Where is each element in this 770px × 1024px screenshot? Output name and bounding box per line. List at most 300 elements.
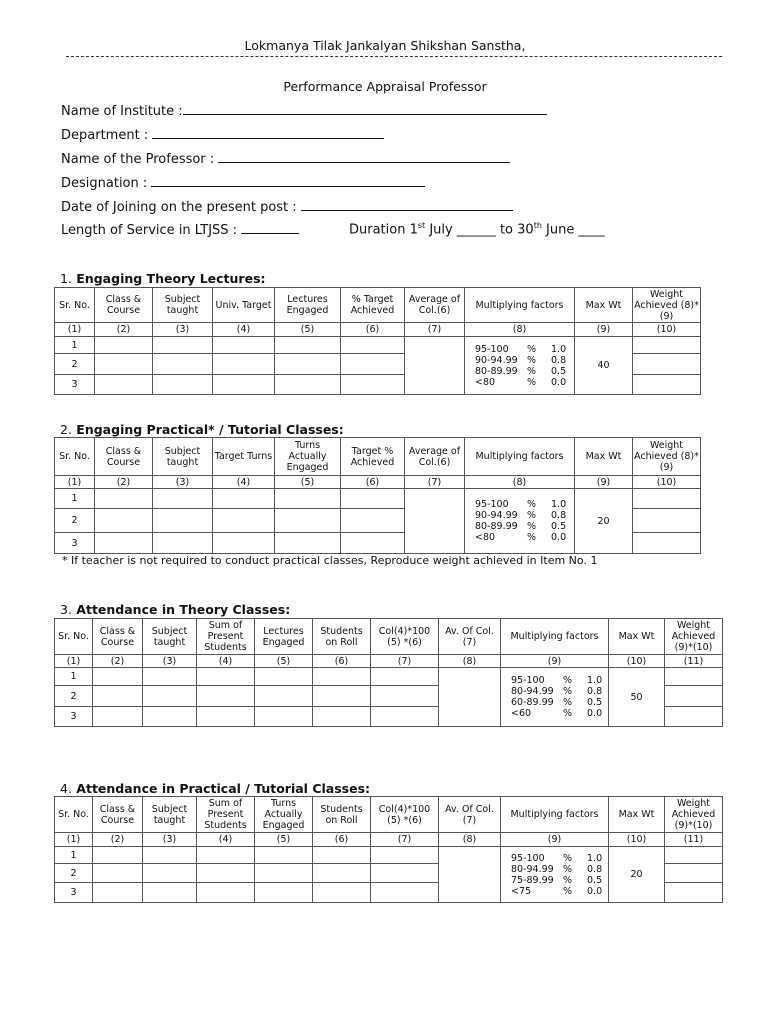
- column-number: (8): [439, 655, 501, 668]
- designation-label: Designation :: [61, 176, 148, 191]
- column-number: (3): [153, 323, 213, 337]
- factor-percent: %: [527, 354, 537, 366]
- max-weight: 40: [575, 337, 633, 395]
- section-title: [60, 422, 344, 437]
- doj-input-line[interactable]: [301, 198, 513, 211]
- column-number: (11): [665, 655, 723, 668]
- factor-value: 0.8: [587, 863, 603, 875]
- organization-name: Lokmanya Tilak Jankalyan Shikshan Sanstha,: [244, 38, 526, 53]
- input-cell[interactable]: [93, 847, 143, 864]
- row-number: 2: [55, 354, 95, 375]
- section-number: 4.: [60, 781, 72, 796]
- input-cell[interactable]: [341, 337, 405, 354]
- column-header: Multiplying factors: [501, 619, 609, 655]
- factor-percent: %: [527, 532, 537, 543]
- column-number: (6): [313, 655, 371, 668]
- input-cell[interactable]: [313, 864, 371, 883]
- column-number: (1): [55, 655, 93, 668]
- input-cell[interactable]: [153, 354, 213, 375]
- column-header: Class & Course: [95, 288, 153, 323]
- column-number: (10): [609, 833, 665, 847]
- input-cell[interactable]: [255, 668, 313, 686]
- factor-range: 95-100: [511, 675, 545, 686]
- input-cell[interactable]: [275, 509, 341, 533]
- department-field: [61, 126, 384, 143]
- column-header: Students on Roll: [313, 619, 371, 655]
- input-cell[interactable]: [95, 489, 153, 509]
- average-cell[interactable]: [405, 337, 465, 395]
- column-number-row: [55, 655, 723, 668]
- factor-range: 75-89.99: [511, 874, 554, 886]
- column-number: (3): [143, 833, 197, 847]
- factor-value: 0.8: [551, 354, 567, 366]
- average-cell[interactable]: [439, 847, 501, 903]
- factor-percent: %: [563, 675, 573, 686]
- input-cell[interactable]: [275, 533, 341, 554]
- factor-range: 80-94.99: [511, 686, 554, 697]
- header-row: [55, 619, 723, 655]
- column-header: Turns Actually Engaged: [275, 438, 341, 476]
- column-header: Class & Course: [93, 797, 143, 833]
- max-weight: 50: [609, 668, 665, 727]
- factor-range: <60: [511, 708, 532, 719]
- factor-percent: %: [527, 365, 537, 377]
- factor-value: 1.0: [551, 499, 567, 510]
- section-title: [60, 781, 370, 796]
- factor-row: [475, 377, 573, 388]
- column-header: Students on Roll: [313, 797, 371, 833]
- input-cell[interactable]: [313, 847, 371, 864]
- input-cell[interactable]: [371, 707, 439, 727]
- duration-field: [349, 221, 605, 237]
- factor-row: [511, 686, 607, 697]
- professor-label: Name of the Professor :: [61, 152, 215, 167]
- factor-value: 0.5: [587, 697, 603, 708]
- factor-range: 95-100: [475, 499, 509, 510]
- dashed-divider: [66, 56, 722, 57]
- column-header: Max Wt: [575, 438, 633, 476]
- input-cell[interactable]: [633, 354, 701, 375]
- column-number: (5): [275, 476, 341, 489]
- column-header: Univ. Target: [213, 288, 275, 323]
- institute-field: [61, 102, 547, 119]
- duration-text-a: Duration 1: [349, 222, 418, 238]
- section-table: [54, 437, 701, 554]
- input-cell[interactable]: [275, 375, 341, 395]
- factor-percent: %: [563, 852, 573, 864]
- input-cell[interactable]: [313, 707, 371, 727]
- column-number: (8): [465, 476, 575, 489]
- header-row: [55, 438, 701, 476]
- input-cell[interactable]: [275, 354, 341, 375]
- column-header: Av. Of Col. (7): [439, 797, 501, 833]
- column-header: Sum of Present Students: [197, 797, 255, 833]
- input-cell[interactable]: [213, 337, 275, 354]
- duration-text-b: July ______ to 30: [425, 222, 534, 238]
- row-number: 2: [55, 509, 95, 533]
- column-header: Sr. No.: [55, 288, 95, 323]
- input-cell[interactable]: [213, 509, 275, 533]
- factor-value: 1.0: [587, 675, 603, 686]
- column-number: (8): [465, 323, 575, 337]
- row-number: 3: [55, 375, 95, 395]
- factor-percent: %: [563, 885, 573, 897]
- row-number: 2: [55, 686, 93, 707]
- column-number: (6): [313, 833, 371, 847]
- factor-percent: %: [563, 686, 573, 697]
- input-cell[interactable]: [143, 707, 197, 727]
- multiplying-factors: [465, 337, 575, 395]
- average-cell[interactable]: [439, 668, 501, 727]
- input-cell[interactable]: [143, 883, 197, 903]
- input-cell[interactable]: [371, 883, 439, 903]
- doj-label: Date of Joining on the present post :: [61, 200, 297, 215]
- column-number: (2): [95, 476, 153, 489]
- input-cell[interactable]: [197, 686, 255, 707]
- column-number: (7): [371, 833, 439, 847]
- duration-sup-st: st: [417, 221, 426, 230]
- column-number: (4): [197, 655, 255, 668]
- column-number: (10): [609, 655, 665, 668]
- column-number-row: [55, 476, 701, 489]
- factor-percent: %: [563, 874, 573, 886]
- input-cell[interactable]: [633, 337, 701, 354]
- factor-percent: %: [563, 863, 573, 875]
- column-number: (4): [197, 833, 255, 847]
- input-cell[interactable]: [143, 686, 197, 707]
- column-header: Max Wt: [609, 619, 665, 655]
- section-table: [54, 796, 723, 903]
- input-cell[interactable]: [665, 883, 723, 903]
- factor-value: 0.5: [587, 874, 603, 886]
- input-cell[interactable]: [153, 509, 213, 533]
- factor-row: [511, 886, 607, 897]
- factor-percent: %: [527, 521, 537, 532]
- input-cell[interactable]: [93, 668, 143, 686]
- input-cell[interactable]: [665, 707, 723, 727]
- factor-range: 80-89.99: [475, 365, 518, 377]
- factor-percent: %: [563, 708, 573, 719]
- designation-input-line[interactable]: [151, 174, 425, 187]
- column-header: Weight Achieved (8)*(9): [633, 438, 701, 476]
- multiplying-factors: [465, 489, 575, 554]
- section-number: 2.: [60, 422, 72, 437]
- factor-value: 0.5: [551, 365, 567, 377]
- factor-percent: %: [527, 376, 537, 388]
- input-cell[interactable]: [255, 707, 313, 727]
- factor-range: 95-100: [475, 343, 509, 355]
- column-number: (7): [371, 655, 439, 668]
- factor-value: 0.8: [587, 686, 603, 697]
- column-header: Average of Col.(6): [405, 288, 465, 323]
- input-cell[interactable]: [143, 847, 197, 864]
- institute-input-line[interactable]: [183, 102, 547, 115]
- row-number: 1: [55, 668, 93, 686]
- input-cell[interactable]: [93, 864, 143, 883]
- section-number: 3.: [60, 602, 72, 617]
- factor-range: 90-94.99: [475, 510, 518, 521]
- column-header: Weight Achieved (9)*(10): [665, 797, 723, 833]
- input-cell[interactable]: [153, 337, 213, 354]
- input-cell[interactable]: [665, 847, 723, 864]
- row-number: 3: [55, 533, 95, 554]
- column-header: Max Wt: [609, 797, 665, 833]
- section-heading: Attendance in Theory Classes:: [76, 602, 291, 617]
- factor-row: [475, 510, 573, 521]
- input-cell[interactable]: [275, 337, 341, 354]
- factor-row: [475, 344, 573, 355]
- input-cell[interactable]: [371, 847, 439, 864]
- factor-range: 80-89.99: [475, 521, 518, 532]
- column-number: (2): [93, 655, 143, 668]
- input-cell[interactable]: [255, 686, 313, 707]
- section-table: [54, 287, 701, 395]
- factor-range: <80: [475, 376, 496, 388]
- factor-row: [475, 532, 573, 543]
- department-label: Department :: [61, 128, 149, 143]
- designation-field: [61, 174, 425, 191]
- factor-row: [511, 853, 607, 864]
- column-header: Sum of Present Students: [197, 619, 255, 655]
- column-number-row: [55, 833, 723, 847]
- factor-row: [475, 521, 573, 532]
- column-header: Sr. No.: [55, 619, 93, 655]
- column-header: Lectures Engaged: [255, 619, 313, 655]
- input-cell[interactable]: [275, 489, 341, 509]
- table-row: [55, 337, 701, 354]
- column-header: Subject taught: [143, 619, 197, 655]
- input-cell[interactable]: [93, 707, 143, 727]
- column-header: Max Wt: [575, 288, 633, 323]
- input-cell[interactable]: [95, 375, 153, 395]
- factor-range: <75: [511, 885, 532, 897]
- section-title: [60, 271, 266, 286]
- row-number: 1: [55, 337, 95, 354]
- max-weight: 20: [575, 489, 633, 554]
- column-number: (1): [55, 476, 95, 489]
- input-cell[interactable]: [95, 509, 153, 533]
- factor-row: [511, 708, 607, 719]
- table-row: [55, 489, 701, 509]
- institute-label: Name of Institute :: [61, 104, 183, 119]
- column-number: (6): [341, 323, 405, 337]
- input-cell[interactable]: [255, 883, 313, 903]
- input-cell[interactable]: [255, 847, 313, 864]
- service-input-line[interactable]: [241, 221, 299, 234]
- column-header: Multiplying factors: [501, 797, 609, 833]
- factor-row: [511, 675, 607, 686]
- input-cell[interactable]: [153, 375, 213, 395]
- max-weight: 20: [609, 847, 665, 903]
- column-number: (11): [665, 833, 723, 847]
- input-cell[interactable]: [341, 509, 405, 533]
- column-number: (3): [153, 476, 213, 489]
- column-header: Class & Course: [95, 438, 153, 476]
- column-header: Multiplying factors: [465, 438, 575, 476]
- factor-percent: %: [527, 510, 537, 521]
- factor-value: 1.0: [551, 343, 567, 355]
- row-number: 1: [55, 489, 95, 509]
- input-cell[interactable]: [143, 864, 197, 883]
- section-heading: Engaging Theory Lectures:: [76, 271, 266, 286]
- column-header: Subject taught: [153, 288, 213, 323]
- section-title: [60, 602, 290, 617]
- column-header: Av. Of Col. (7): [439, 619, 501, 655]
- column-number: (9): [501, 833, 609, 847]
- input-cell[interactable]: [197, 883, 255, 903]
- factor-value: 0.0: [551, 532, 567, 543]
- input-cell[interactable]: [633, 489, 701, 509]
- column-header: Multiplying factors: [465, 288, 575, 323]
- row-number: 3: [55, 883, 93, 903]
- input-cell[interactable]: [95, 354, 153, 375]
- column-header: Sr. No.: [55, 438, 95, 476]
- column-number: (10): [633, 476, 701, 489]
- input-cell[interactable]: [341, 533, 405, 554]
- column-header: Weight Achieved (8)*(9): [634, 288, 699, 322]
- column-header: Weight Achieved (9)*(10): [665, 619, 723, 655]
- input-cell[interactable]: [341, 489, 405, 509]
- column-number: (8): [439, 833, 501, 847]
- column-number: (9): [575, 476, 633, 489]
- input-cell[interactable]: [213, 489, 275, 509]
- column-number: (1): [55, 833, 93, 847]
- column-header: Col(4)*100 (5) *(6): [371, 619, 439, 655]
- column-number: (9): [575, 323, 633, 337]
- input-cell[interactable]: [95, 337, 153, 354]
- column-number: (2): [93, 833, 143, 847]
- duration-text-c: June ____: [541, 222, 605, 238]
- factor-value: 0.8: [551, 510, 567, 521]
- factor-row: [511, 875, 607, 886]
- factor-row: [475, 355, 573, 366]
- column-header: Subject taught: [153, 438, 213, 476]
- row-number: 2: [55, 864, 93, 883]
- column-header: Average of Col.(6): [405, 438, 465, 476]
- duration-sup-th: th: [533, 221, 542, 230]
- input-cell[interactable]: [341, 354, 405, 375]
- factor-value: 0.5: [551, 521, 567, 532]
- input-cell[interactable]: [633, 509, 701, 533]
- input-cell[interactable]: [93, 686, 143, 707]
- column-number: (10): [633, 323, 701, 337]
- input-cell[interactable]: [197, 847, 255, 864]
- factor-range: 90-94.99: [475, 354, 518, 366]
- column-number: (7): [405, 476, 465, 489]
- input-cell[interactable]: [665, 686, 723, 707]
- column-number: (5): [275, 323, 341, 337]
- factor-percent: %: [527, 343, 537, 355]
- factor-value: 0.0: [587, 885, 603, 897]
- input-cell[interactable]: [371, 686, 439, 707]
- column-number: (5): [255, 655, 313, 668]
- factor-percent: %: [527, 499, 537, 510]
- factor-percent: %: [563, 697, 573, 708]
- input-cell[interactable]: [665, 864, 723, 883]
- input-cell[interactable]: [633, 375, 701, 395]
- input-cell[interactable]: [197, 707, 255, 727]
- professor-input-line[interactable]: [218, 150, 510, 163]
- average-cell[interactable]: [405, 489, 465, 554]
- factor-row: [475, 366, 573, 377]
- row-number: 1: [55, 847, 93, 864]
- input-cell[interactable]: [213, 375, 275, 395]
- header-row: [55, 288, 701, 323]
- input-cell[interactable]: [197, 668, 255, 686]
- table-row: [55, 847, 723, 864]
- column-number: (2): [95, 323, 153, 337]
- professor-field: [61, 150, 510, 167]
- input-cell[interactable]: [213, 533, 275, 554]
- factor-value: 0.0: [551, 376, 567, 388]
- factor-value: 1.0: [587, 852, 603, 864]
- column-header: Target % Achieved: [341, 438, 405, 476]
- factor-range: 60-89.99: [511, 697, 554, 708]
- column-header: Lectures Engaged: [275, 288, 341, 323]
- input-cell[interactable]: [153, 533, 213, 554]
- input-cell[interactable]: [255, 864, 313, 883]
- column-header: Col(4)*100 (5) *(6): [371, 797, 439, 833]
- input-cell[interactable]: [153, 489, 213, 509]
- form-title: Performance Appraisal Professor: [283, 79, 487, 94]
- column-number-row: [55, 323, 701, 337]
- input-cell[interactable]: [371, 864, 439, 883]
- row-number: 3: [55, 707, 93, 727]
- input-cell[interactable]: [93, 883, 143, 903]
- doj-field: [61, 198, 513, 215]
- factor-row: [511, 697, 607, 708]
- input-cell[interactable]: [633, 533, 701, 554]
- factor-range: 80-94.99: [511, 863, 554, 875]
- department-input-line[interactable]: [152, 126, 384, 139]
- section-number: 1.: [60, 271, 72, 286]
- input-cell[interactable]: [341, 375, 405, 395]
- service-label: Length of Service in LTJSS :: [61, 223, 238, 238]
- column-number: (1): [55, 323, 95, 337]
- input-cell[interactable]: [313, 883, 371, 903]
- factor-range: 95-100: [511, 852, 545, 864]
- header-row: [55, 797, 723, 833]
- column-header: Subject taught: [143, 797, 197, 833]
- input-cell[interactable]: [95, 533, 153, 554]
- table-row: [55, 668, 723, 686]
- input-cell[interactable]: [313, 668, 371, 686]
- section-heading: Engaging Practical* / Tutorial Classes:: [76, 422, 344, 437]
- input-cell[interactable]: [197, 864, 255, 883]
- input-cell[interactable]: [143, 668, 197, 686]
- column-header: Turns Actually Engaged: [255, 797, 313, 833]
- column-number: (9): [501, 655, 609, 668]
- column-header: Class & Course: [93, 619, 143, 655]
- multiplying-factors: [501, 668, 609, 727]
- column-number: (3): [143, 655, 197, 668]
- service-field: [61, 221, 299, 238]
- input-cell[interactable]: [313, 686, 371, 707]
- multiplying-factors: [501, 847, 609, 903]
- input-cell[interactable]: [213, 354, 275, 375]
- column-number: (4): [213, 476, 275, 489]
- column-number: (6): [341, 476, 405, 489]
- factor-range: <80: [475, 532, 496, 543]
- column-header: % Target Achieved: [341, 288, 405, 323]
- section-note: * If teacher is not required to conduct practical classes, Reproduce weight achieved in Item No. 1: [62, 554, 598, 567]
- column-number: (4): [213, 323, 275, 337]
- column-header: Target Turns: [213, 438, 275, 476]
- column-header: Sr. No.: [55, 797, 93, 833]
- factor-value: 0.0: [587, 708, 603, 719]
- input-cell[interactable]: [371, 668, 439, 686]
- input-cell[interactable]: [665, 668, 723, 686]
